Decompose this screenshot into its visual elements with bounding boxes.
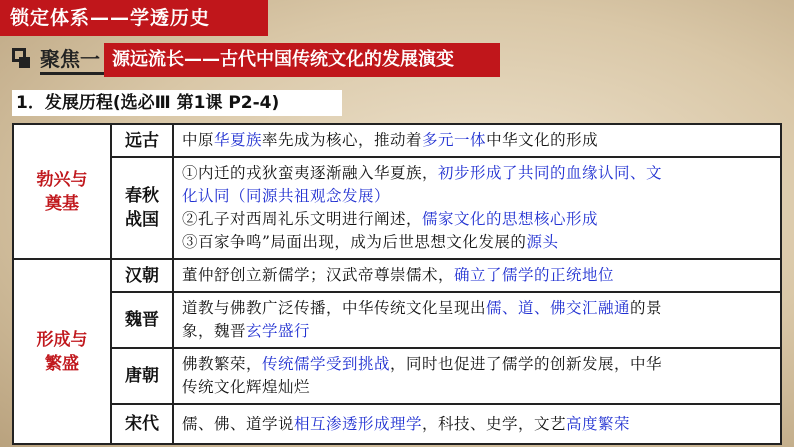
desc-text: 的景 — [630, 299, 663, 317]
desc-highlight: 确立了儒学的正统地位 — [454, 266, 615, 284]
desc-cell — [173, 404, 781, 444]
desc-highlight: 初步形成了共同的血缘认同、文 — [438, 164, 663, 182]
desc-text: 董仲舒创立新儒学；汉武帝尊崇儒术， — [182, 266, 455, 284]
desc-text: 中华文化的形成 — [486, 131, 599, 149]
desc-text: ②孔子对西周礼乐文明进行阐述， — [182, 210, 423, 228]
section-title: 1．发展历程(选必Ⅲ 第1课 P2-4) — [12, 90, 342, 116]
desc-cell — [173, 124, 781, 157]
group-label: 勃兴与 — [36, 169, 88, 190]
focus-label: 聚焦一 — [40, 43, 104, 75]
focus-squares-icon — [12, 48, 32, 70]
period-cell — [111, 157, 173, 259]
group-label: 形成与 — [36, 329, 88, 350]
period-cell: 魏晋 — [111, 292, 173, 348]
period-cell: 唐朝 — [111, 348, 173, 404]
desc-highlight: 传统儒学受到挑战 — [262, 355, 391, 373]
desc-highlight: 相互渗透形成理学 — [294, 414, 423, 433]
desc-text: ①内迁的戎狄蛮夷逐渐融入华夏族， — [182, 164, 439, 182]
desc-highlight: 源头 — [526, 233, 559, 251]
desc-highlight: 儒家文化的思想核心形成 — [422, 210, 599, 228]
table-row — [13, 404, 781, 444]
desc-highlight: 玄学盛行 — [246, 322, 311, 340]
desc-text: 儒、佛、道学说 — [182, 414, 295, 433]
desc-text: 佛教繁荣， — [182, 355, 263, 373]
group-cell-flourish — [13, 259, 111, 444]
desc-text: ，科技、史学，文艺 — [422, 414, 567, 433]
focus-tag — [12, 44, 104, 74]
period-cell: 汉朝 — [111, 259, 173, 292]
desc-cell — [173, 348, 781, 404]
table-row — [13, 348, 781, 404]
desc-highlight: 华夏族 — [214, 131, 263, 149]
desc-highlight: 儒、道、佛交汇融通 — [486, 299, 631, 317]
group-label: 繁盛 — [45, 353, 79, 374]
desc-cell — [173, 157, 781, 259]
table-row — [13, 259, 781, 292]
desc-text: 传统文化辉煌灿烂 — [182, 378, 311, 396]
group-label: 奠基 — [45, 193, 79, 214]
topic-title: 源远流长——古代中国传统文化的发展演变 — [104, 43, 500, 77]
desc-text: 象，魏晋 — [182, 322, 247, 340]
table-row — [13, 292, 781, 348]
period-cell: 远古 — [111, 124, 173, 157]
desc-highlight: 化认同（同源共祖观念发展） — [182, 187, 391, 205]
table-row — [13, 124, 781, 157]
group-cell-rise — [13, 124, 111, 259]
desc-text: 中原 — [182, 131, 215, 149]
period-cell: 宋代 — [111, 404, 173, 444]
desc-text: ，同时也促进了儒学的创新发展，中华 — [390, 355, 663, 373]
desc-cell — [173, 292, 781, 348]
development-table — [12, 123, 782, 445]
page-header-title: 锁定体系——学透历史 — [0, 0, 268, 36]
desc-highlight: 高度繁荣 — [566, 414, 631, 433]
period-label: 春秋 — [125, 186, 159, 206]
period-label: 战国 — [125, 210, 159, 230]
desc-text: ③百家争鸣”局面出现，成为后世思想文化发展的 — [182, 233, 527, 251]
desc-text: 道教与佛教广泛传播，中华传统文化呈现出 — [182, 299, 487, 317]
desc-text: 率先成为核心，推动着 — [262, 131, 423, 149]
table-row — [13, 157, 781, 259]
desc-highlight: 多元一体 — [422, 131, 487, 149]
desc-cell — [173, 259, 781, 292]
